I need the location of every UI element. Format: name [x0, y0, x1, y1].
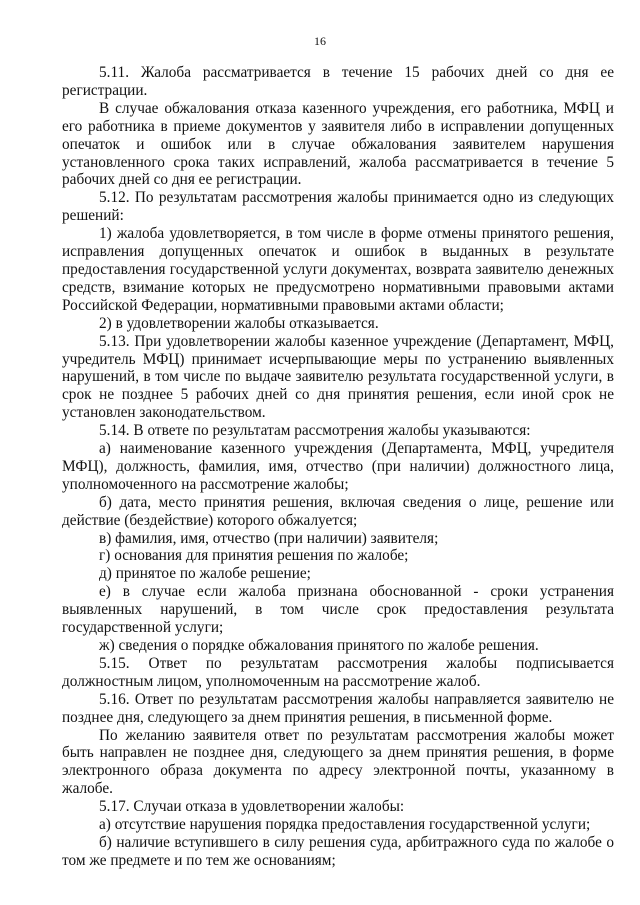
- paragraph-5-14: 5.14. В ответе по результатам рассмотрения жалобы указываются:: [99, 422, 531, 440]
- list-item-2: 2) в удовлетворении жалобы отказывается.: [99, 314, 379, 332]
- page-number: 16: [314, 34, 326, 48]
- list-item-d: д) принятое по жалобе решение;: [99, 565, 311, 583]
- paragraph-5-16-cont: По желанию заявителя ответ по результатам рассмотрения жалобы может быть направлен не позднее дня, следующего за днем принятия решения, в форме электронного образа документа по адресу электронной почты, указанному в жалобе.: [62, 726, 614, 798]
- list-item-b-refusal: б) наличие вступившего в силу решения суда, арбитражного суда по жалобе о том же предмете и по тем же основаниям;: [62, 833, 614, 869]
- list-item-a: а) наименование казенного учреждения (Департамента, МФЦ, учредителя МФЦ), должность, фамилия, имя, отчество (при наличии) должностного лица, уполномоченного на рассмотрение жалобы;: [62, 440, 614, 493]
- paragraph-5-11-cont: В случае обжалования отказа казенного учреждения, его работника, МФЦ и его работника в приеме документов у заявителя либо в исправлении допущенных опечаток и ошибок или в случае обжалования заявителем нарушения установленного срока таких исправлений, жалоба рассматривается в течение 5 рабочих дней со дня ее регистрации.: [62, 99, 614, 189]
- paragraph-5-15: 5.15. Ответ по результатам рассмотрения жалобы подписывается должностным лицом, уполномоченным на рассмотрение жалоб.: [62, 654, 614, 690]
- list-item-zh: ж) сведения о порядке обжалования принятого по жалобе решения.: [99, 637, 539, 654]
- document-body: [62, 64, 614, 870]
- list-item-v: в) фамилия, имя, отчество (при наличии) заявителя;: [99, 529, 439, 547]
- paragraph-5-13: 5.13. При удовлетворении жалобы казенное учреждение (Департамент, МФЦ, учредитель МФЦ) принимает исчерпывающие меры по устранению выявленных нарушений, в том числе по выдаче заявителю результата государственной услуги, в срок не позднее 5 рабочих дней со дня принятия решения, если иной срок не установлен законодательством.: [62, 332, 614, 422]
- list-item-a-refusal: а) отсутствие нарушения порядка предоставления государственной услуги;: [99, 816, 591, 834]
- list-item-e: е) в случае если жалоба признана обоснованной - сроки устранения выявленных нарушений, в том числе срок предоставления результата государственной услуги;: [62, 583, 614, 637]
- paragraph-5-11: 5.11. Жалоба рассматривается в течение 15 рабочих дней со дня ее регистрации.: [62, 64, 614, 99]
- paragraph-5-12: 5.12. По результатам рассмотрения жалобы принимается одно из следующих решений:: [62, 189, 614, 225]
- paragraph-5-17: 5.17. Случаи отказа в удовлетворении жалобы:: [99, 798, 405, 816]
- list-item-g: г) основания для принятия решения по жалобе;: [99, 547, 409, 565]
- paragraph-5-16: 5.16. Ответ по результатам рассмотрения жалобы направляется заявителю не позднее дня, следующего за днем принятия решения, в письменной форме.: [62, 690, 614, 726]
- list-item-b: б) дата, место принятия решения, включая сведения о лице, решение или действие (бездействие) которого обжалуется;: [62, 493, 614, 529]
- list-item-1: 1) жалоба удовлетворяется, в том числе в форме отмены принятого решения, исправления допущенных опечаток и ошибок в выданных в результате предоставления государственной услуги документах, возврата заявителю денежных средств, взимание которых не предусмотрено нормативными правовыми актами Российской Федерации, нормативными правовыми актами области;: [62, 225, 614, 314]
